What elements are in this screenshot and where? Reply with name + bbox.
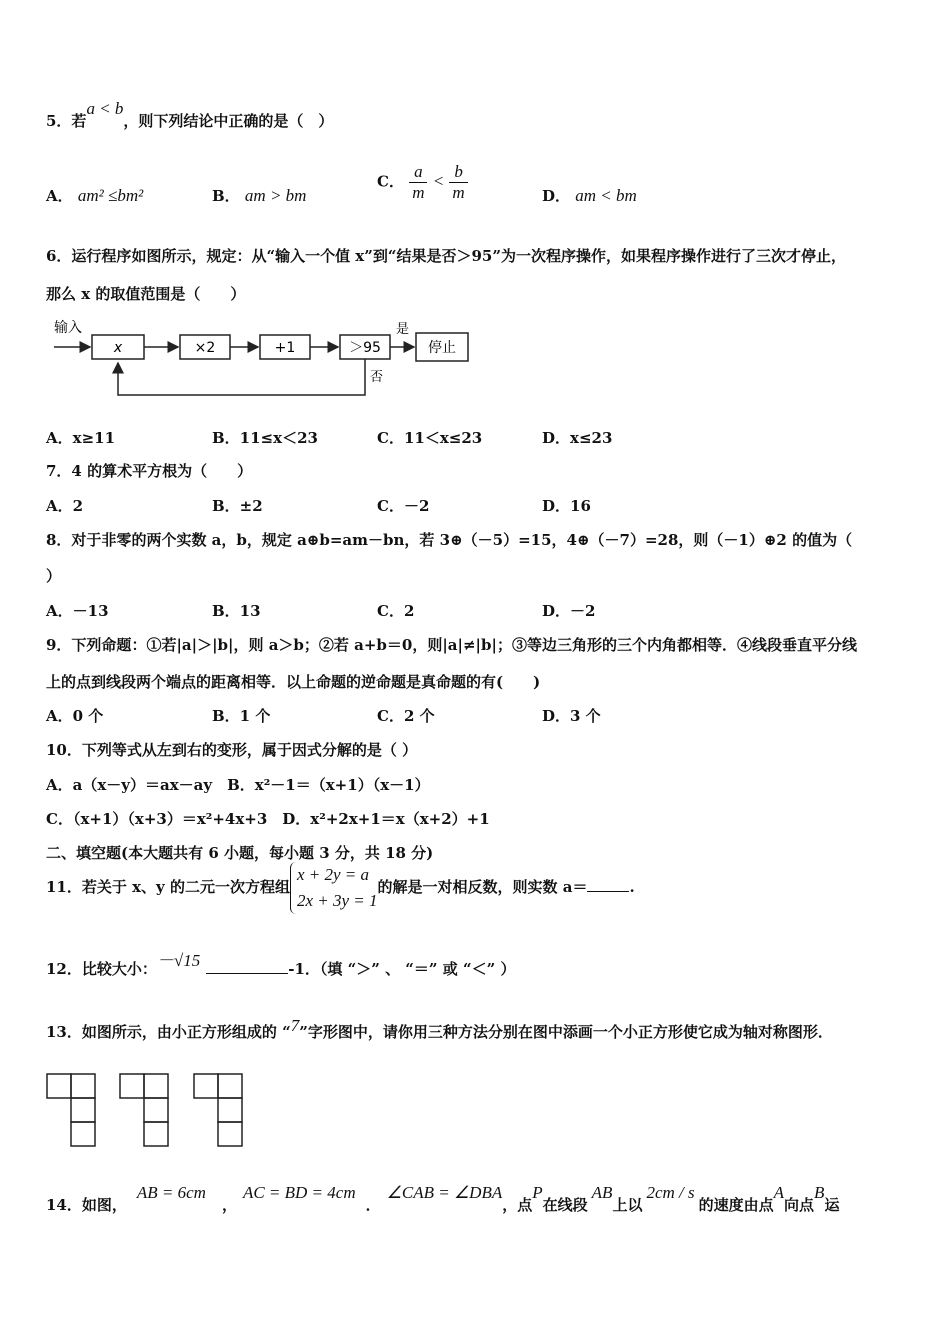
q14-text4: 的速度由点 <box>698 1196 774 1214</box>
q6-stem-line2: 那么 x 的取值范围是（ ） <box>46 285 246 303</box>
q5-option-c-rel: < <box>432 171 445 191</box>
q10-stem: 10．下列等式从左到右的变形，属于因式分解的是（ ） <box>46 741 418 759</box>
flow-input-label: 输入 <box>54 320 82 336</box>
q9-stem-line2: 上的点到线段两个端点的距离相等．以上命题的逆命题是真命题的有( ) <box>46 673 541 691</box>
flow-box-plus1-label: +1 <box>274 340 296 356</box>
q14-math-angles: ∠CAB = ∠DBA <box>386 1183 503 1202</box>
q13-pre-text: 13．如图所示，由小正方形组成的 “ <box>46 1023 291 1041</box>
q14-text1: ，点 <box>502 1196 533 1214</box>
q11-stem <box>46 862 635 914</box>
q14-text3: 上以 <box>612 1196 643 1214</box>
q13-post-text: ”字形图中，请你用三种方法分别在图中添画一个小正方形使它成为轴对称图形． <box>299 1023 833 1041</box>
q5-option-c-frac1 <box>409 162 427 203</box>
q14-math-speed: 2cm / s <box>646 1183 695 1202</box>
q11-answer-blank[interactable] <box>587 891 629 892</box>
q13-figure-3 <box>194 1074 242 1146</box>
q7-stem: 7．4 的算术平方根为（ ） <box>46 462 253 480</box>
q14-math-ab: AB = 6cm <box>136 1183 206 1202</box>
flow-box-gt95-label: ＞95 <box>349 340 381 356</box>
q11-equation-system <box>290 862 378 914</box>
q7-option-a: A．2 <box>46 497 84 515</box>
q9-option-d: D．3 个 <box>542 707 601 725</box>
frac-denominator: m <box>412 183 425 202</box>
q7-option-c: C．－2 <box>377 497 430 515</box>
q8-stem-line2: ） <box>46 567 62 585</box>
q5-condition: a < b <box>86 99 124 118</box>
q13-figure-2 <box>120 1074 168 1146</box>
q14-math-b: B <box>814 1183 825 1202</box>
q14-sep2: ． <box>365 1196 381 1214</box>
q5-option-c <box>377 162 468 203</box>
q13-figures <box>46 1072 256 1150</box>
q13-stem <box>46 1016 833 1042</box>
q5-option-a <box>46 185 143 206</box>
q6-option-d: D．x≤23 <box>542 429 613 447</box>
q5-text: ，则下列结论中正确的是（ ） <box>123 112 334 130</box>
q7-option-b: B．±2 <box>212 497 263 515</box>
q14-text2: 在线段 <box>542 1196 588 1214</box>
q12-pre-text: 12．比较大小： <box>46 960 157 978</box>
q11-eq1: x + 2y = a <box>296 865 370 884</box>
q14-math-a: A <box>773 1183 785 1202</box>
q6-option-a: A．x≥11 <box>46 429 116 447</box>
q5-option-b-label: B． <box>212 187 240 205</box>
q14-sep1: ， <box>221 1196 237 1214</box>
q5-option-a-label: A． <box>46 187 73 205</box>
q12-answer-blank[interactable] <box>206 973 288 974</box>
q5-option-a-expr: am² ≤bm² <box>77 186 144 205</box>
flow-yes-label: 是 <box>396 322 410 337</box>
q8-option-c: C．2 <box>377 602 415 620</box>
q9-stem-line1: 9．下列命题：①若|a|＞|b|，则 a＞b；②若 a+b＝0，则|a|≠|b|；③等边三角形的三个内角都相等．④线段垂直平分线 <box>46 636 857 654</box>
flow-box-stop-label: 停止 <box>428 340 456 356</box>
q13-seven-glyph: 7 <box>290 1016 300 1035</box>
frac-numerator: a <box>409 162 427 183</box>
q10-options-row1: A．a（x－y）＝ax－ay B．x²－1＝（x+1）（x－1） <box>46 776 430 794</box>
q14-text6: 运 <box>824 1196 840 1214</box>
flow-box-times2-label: ×2 <box>194 340 216 356</box>
frac-numerator: b <box>449 162 467 183</box>
q6-stem-line1: 6．运行程序如图所示，规定：从“输入一个值 x”到“结果是否＞95”为一次程序操作，如果程序操作进行了三次才停止， <box>46 247 846 265</box>
q5-option-b-expr: am > bm <box>244 186 307 205</box>
q14-pre-text: 14．如图， <box>46 1196 127 1214</box>
q14-math-p: P <box>532 1183 543 1202</box>
q12-stem <box>46 951 516 979</box>
q7-option-d: D．16 <box>542 497 591 515</box>
q10-options-row2: C．（x+1）（x+3）＝x²+4x+3 D．x²+2x+1＝x（x+2）+1 <box>46 810 490 828</box>
q12-post-text: -1．（填 “＞” 、 “＝” 或 “＜” ） <box>288 960 516 978</box>
q5-stem <box>46 99 334 131</box>
q11-post-text: 的解是一对相反数，则实数 a＝ <box>377 878 588 896</box>
q9-option-a: A．0 个 <box>46 707 104 725</box>
q6-option-b: B．11≤x＜23 <box>212 429 318 447</box>
q9-option-c: C．2 个 <box>377 707 435 725</box>
q6-option-c: C．11＜x≤23 <box>377 429 483 447</box>
q14-math-ab2: AB <box>591 1183 613 1202</box>
q5-option-d-expr: am < bm <box>575 186 637 205</box>
q11-end: . <box>629 878 635 896</box>
flow-no-label: 否 <box>370 370 384 385</box>
q13-figure-1 <box>47 1074 95 1146</box>
q11-eq2: 2x + 3y = 1 <box>296 891 378 910</box>
q8-stem-line1: 8．对于非零的两个实数 a，b，规定 a⊕b=am－bn，若 3⊕（－5）=15，4⊕（－7）=28，则（－1）⊕2 的值为（ <box>46 531 853 549</box>
q8-option-b: B．13 <box>212 602 261 620</box>
q14-stem <box>46 1183 840 1215</box>
q11-pre-text: 11．若关于 x、y 的二元一次方程组 <box>46 878 290 896</box>
q12-expression: －√15 <box>156 951 201 970</box>
section-heading-fill-in: 二、填空题(本大题共有 6 小题，每小题 3 分，共 18 分) <box>46 844 434 862</box>
q5-option-c-frac2 <box>449 162 467 203</box>
frac-denominator: m <box>452 183 465 202</box>
q8-option-d: D．－2 <box>542 602 596 620</box>
q5-option-b <box>212 185 306 206</box>
flow-box-x-label: x <box>113 340 123 356</box>
q5-option-c-label: C． <box>377 172 404 191</box>
q8-option-a: A．－13 <box>46 602 109 620</box>
q5-option-d-label: D． <box>542 187 571 205</box>
q5-option-d <box>542 185 637 206</box>
q5-number: 5．若 <box>46 112 87 130</box>
q9-option-b: B．1 个 <box>212 707 271 725</box>
q6-flowchart <box>46 315 486 405</box>
q14-math-ac-bd: AC = BD = 4cm <box>242 1183 356 1202</box>
q14-text5: 向点 <box>784 1196 815 1214</box>
